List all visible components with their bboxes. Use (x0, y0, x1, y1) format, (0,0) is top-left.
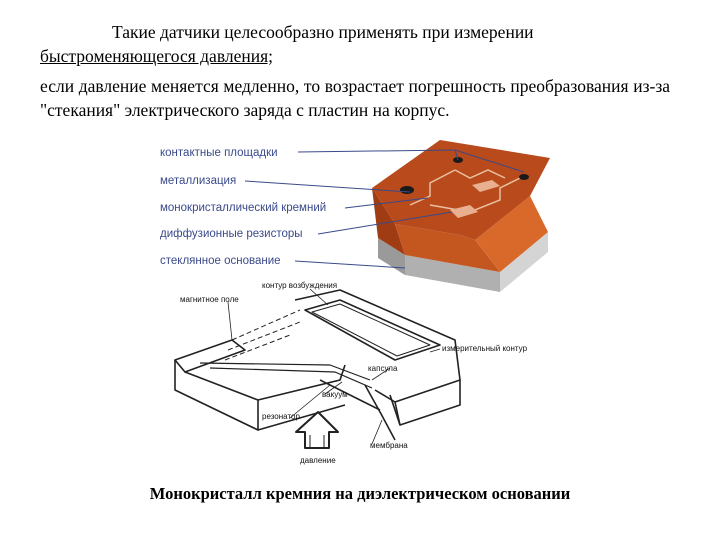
paragraph-1-line-2: быстроменяющегося давления; (40, 46, 273, 66)
excitation-contour-inner (312, 304, 430, 356)
figure-caption: Монокристалл кремния на диэлектрическом основании (149, 484, 571, 503)
label-contact-pads: контактные площадки (160, 147, 278, 159)
label-membrane: мембрана (370, 441, 408, 450)
label-metallization: металлизация (160, 175, 237, 187)
label-capsule: капсула (368, 364, 398, 373)
contact-pad (400, 186, 414, 194)
label-pressure: давление (300, 456, 336, 465)
label-monocrystalline-silicon: монокристаллический кремний (160, 202, 327, 214)
resonator-sensor-figure (175, 290, 460, 448)
paragraph-2: если давление меняется медленно, то возрастает погрешность преобразования из-за "стекания" электрического заряда с пластин на корпус. (40, 76, 670, 120)
pressure-arrow-shading (310, 435, 324, 448)
label-glass-base: стеклянное основание (160, 255, 281, 267)
label-vacuum: вакуум (322, 390, 348, 399)
paragraph-1-line-1: Такие датчики целесообразно применять при измерении (112, 22, 534, 42)
excitation-contour (305, 300, 440, 360)
label-magnetic-field: магнитное поле (180, 295, 239, 304)
right-block-front (395, 380, 460, 425)
right-block-edge (390, 395, 400, 425)
label-resonator: резонатор (262, 412, 300, 421)
label-excitation-contour: контур возбуждения (262, 281, 338, 290)
sensor-chip-figure (160, 140, 550, 292)
label-diffusion-resistors: диффузионные резисторы (160, 228, 303, 240)
label-measuring-contour: измерительный контур (442, 344, 528, 353)
contact-pad (519, 174, 529, 180)
